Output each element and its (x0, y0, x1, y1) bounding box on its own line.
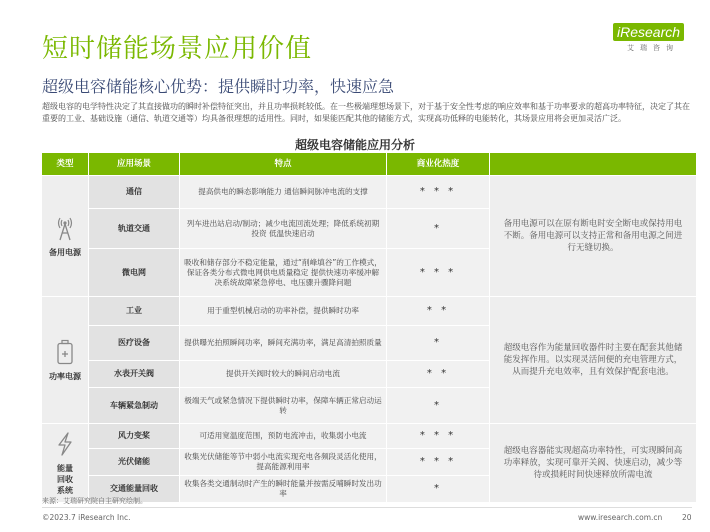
feature-cell: 可适用宽温度范围，预防电流冲击，收集弱小电流 (180, 424, 386, 448)
scene-cell: 通信 (89, 176, 179, 208)
heat-rating: * (387, 209, 489, 248)
heat-rating: * (387, 476, 489, 502)
table-title: 超级电容储能应用分析 (294, 138, 415, 152)
category-label: 备用电源 (49, 247, 81, 257)
scene-cell: 车辆紧急制动 (89, 388, 179, 423)
heat-rating: * (387, 326, 489, 360)
feature-cell: 用于重型机械启动的功率补偿，提供瞬时功率 (180, 297, 386, 325)
page-title: 短时储能场景应用价值 (42, 34, 313, 64)
category-label: 能量回收系统 (57, 463, 73, 495)
source-note: 来源：艾瑞研究院自主研究绘制。 (42, 497, 147, 505)
category-power-supply (42, 297, 88, 423)
scene-cell: 交通能量回收 (89, 476, 179, 502)
feature-cell: 收集光伏储能等节中弱小电流实现充电各频段灵活化使用，提高能源利用率 (180, 449, 386, 475)
feature-cell: 提高供电的瞬态影响能力 通信瞬间脉冲电流的支撑 (180, 176, 386, 208)
application-table (42, 153, 692, 498)
lightning-icon (54, 431, 76, 457)
group-note: 超级电容器能实现超高功率特性，可实现瞬间高功率释放，实现可靠开关阀、快速启动，减少等待或损耗时间快速释放所需电流 (490, 424, 696, 502)
header-scene: 应用场景 (89, 153, 179, 175)
page-number: 20 (682, 513, 692, 522)
scene-cell: 水表开关阀 (89, 361, 179, 387)
heat-rating: * (387, 388, 489, 423)
iresearch-logo (613, 22, 693, 53)
logo-brand: iResearch (613, 23, 684, 41)
header-feature: 特点 (180, 153, 386, 175)
heat-rating: * * * (387, 424, 489, 448)
feature-cell: 提供曝光拍照瞬间功率，瞬间充满功率，满足高清拍照质量 (180, 326, 386, 360)
header-heat: 商业化热度 (387, 153, 489, 175)
category-backup-power (42, 176, 88, 296)
feature-cell: 极端天气或紧急情况下提供瞬时功率，保障车辆正常启动运转 (180, 388, 386, 423)
scene-cell: 微电网 (89, 249, 179, 296)
heat-rating: * * * (387, 449, 489, 475)
heat-rating: * * * (387, 249, 489, 296)
scene-cell: 光伏储能 (89, 449, 179, 475)
heat-rating: * * (387, 361, 489, 387)
feature-cell: 列车进出站启动/制动；减少电流回流处理；降低系统初期投资 低温快速启动 (180, 209, 386, 248)
scene-cell: 风力变桨 (89, 424, 179, 448)
battery-icon (54, 339, 76, 365)
category-label: 功率电源 (49, 371, 81, 381)
section-subtitle: 超级电容储能核心优势：提供瞬时功率，快速应急 (42, 77, 395, 96)
website-link[interactable]: www.iresearch.com.cn (578, 513, 663, 522)
footer-divider (42, 507, 692, 508)
category-energy-recovery (42, 424, 88, 502)
scene-cell: 轨道交通 (89, 209, 179, 248)
feature-cell: 吸收和储存部分不稳定能量，通过“削峰填谷”的工作模式，保证各类分布式微电网供电质量稳定 提供快速功率缓冲解决系统故障紧急停电、电压骤升骤降问题 (180, 249, 386, 296)
scene-cell: 医疗设备 (89, 326, 179, 360)
header-note (490, 153, 696, 175)
logo-subtitle: 艾瑞咨询 (627, 44, 679, 52)
group-note: 超级电容作为能量回收器件时主要在配套其他储能发挥作用。以实现灵活间便的充电管理方式，从而提升充电效率，且有效保护配套电池。 (490, 297, 696, 423)
copyright: ©2023.7 iResearch Inc. (42, 513, 131, 522)
feature-cell: 提供开关阀时较大的瞬间启动电流 (180, 361, 386, 387)
scene-cell: 工业 (89, 297, 179, 325)
group-note: 备用电源可以在原有断电时安全断电或保持用电不断。备用电源可以支持正常和备用电源之间进行无缝切换。 (490, 176, 696, 296)
description-paragraph: 超级电容的电学特性决定了其直接做功的瞬时补偿特征突出，并且功率损耗较低。在一些极端理想场景下，对于基于安全性考虑的响应效率和基于功率要求的超高功率特征，决定了其在重要的工业、基础设施（通信、轨道交通等）均具备很理想的适用性。同时，如果能匹配其他的储能方式，实现高功低释的电能转化，其场景应用将会更加灵活广泛。 (42, 102, 690, 123)
signal-tower-icon (54, 215, 76, 241)
header-type: 类型 (42, 153, 88, 175)
feature-cell: 收集各类交通制动时产生的瞬时能量并按需反哺瞬时发出功率 (180, 476, 386, 502)
heat-rating: * * * (387, 176, 489, 208)
heat-rating: * * (387, 297, 489, 325)
